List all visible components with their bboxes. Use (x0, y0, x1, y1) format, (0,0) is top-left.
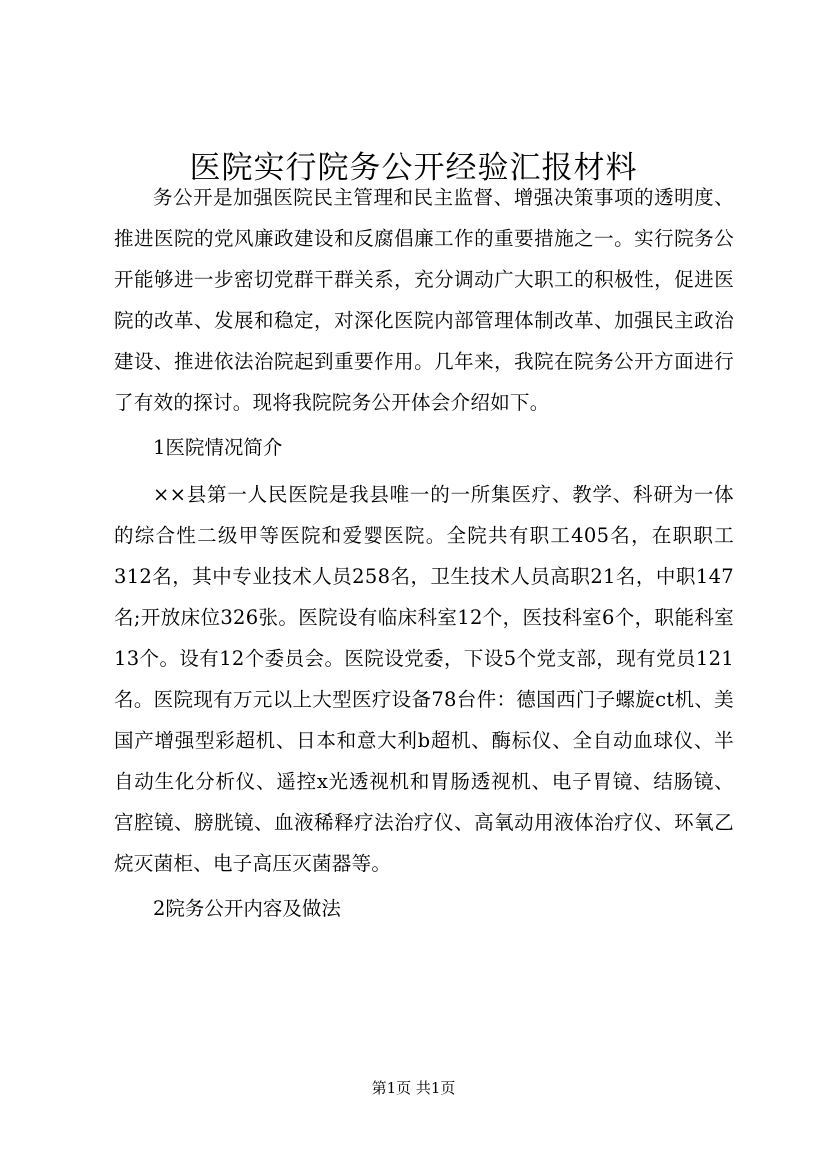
document-title: 医院实行院务公开经验汇报材料 (189, 150, 638, 186)
intro-paragraph: 务公开是加强医院民主管理和民主监督、增强决策事项的透明度、推进医院的党风廉政建设和反腐倡廉工作的重要措施之一。实行院务公开能够进一步密切党群干群关系，充分调动广大职工的积极性，促进医院的改革、发展和稳定，对深化医院内部管理体制改革、加强民主政治建设、推进依法治院起到重要作用。几年来，我院在院务公开方面进行了有效的探讨。现将我院院务公开体会介绍如下。 (114, 186, 734, 414)
section-1-paragraph: ××县第一人民医院是我县唯一的一所集医疗、教学、科研为一体的综合性二级甲等医院和爱婴医院。全院共有职工405名，在职职工312名，其中专业技术人员258名，卫生技术人员高职21名，中职147名;开放床位326张。医院设有临床科室12个，医技科室6个，职能科室13个。设有12个委员会。医院设党委，下设5个党支部，现有党员121名。医院现有万元以上大型医疗设备78台件：德国西门子螺旋ct机、美国产增强型彩超机、日本和意大利b超机、酶标仪、全自动血球仪、半自动生化分析仪、遥控x光透视机和胃肠透视机、电子胃镜、结肠镜、宫腔镜、膀胱镜、血液稀释疗法治疗仪、高氧动用液体治疗仪、环氧乙烷灭菌柜、电子高压灭菌器等。 (114, 483, 734, 875)
section-2-heading: 2院务公开内容及做法 (153, 897, 341, 920)
document-body (114, 177, 734, 929)
section-1-heading: 1医院情况简介 (153, 436, 283, 459)
page-footer: 第1页 共1页 (371, 1079, 456, 1097)
